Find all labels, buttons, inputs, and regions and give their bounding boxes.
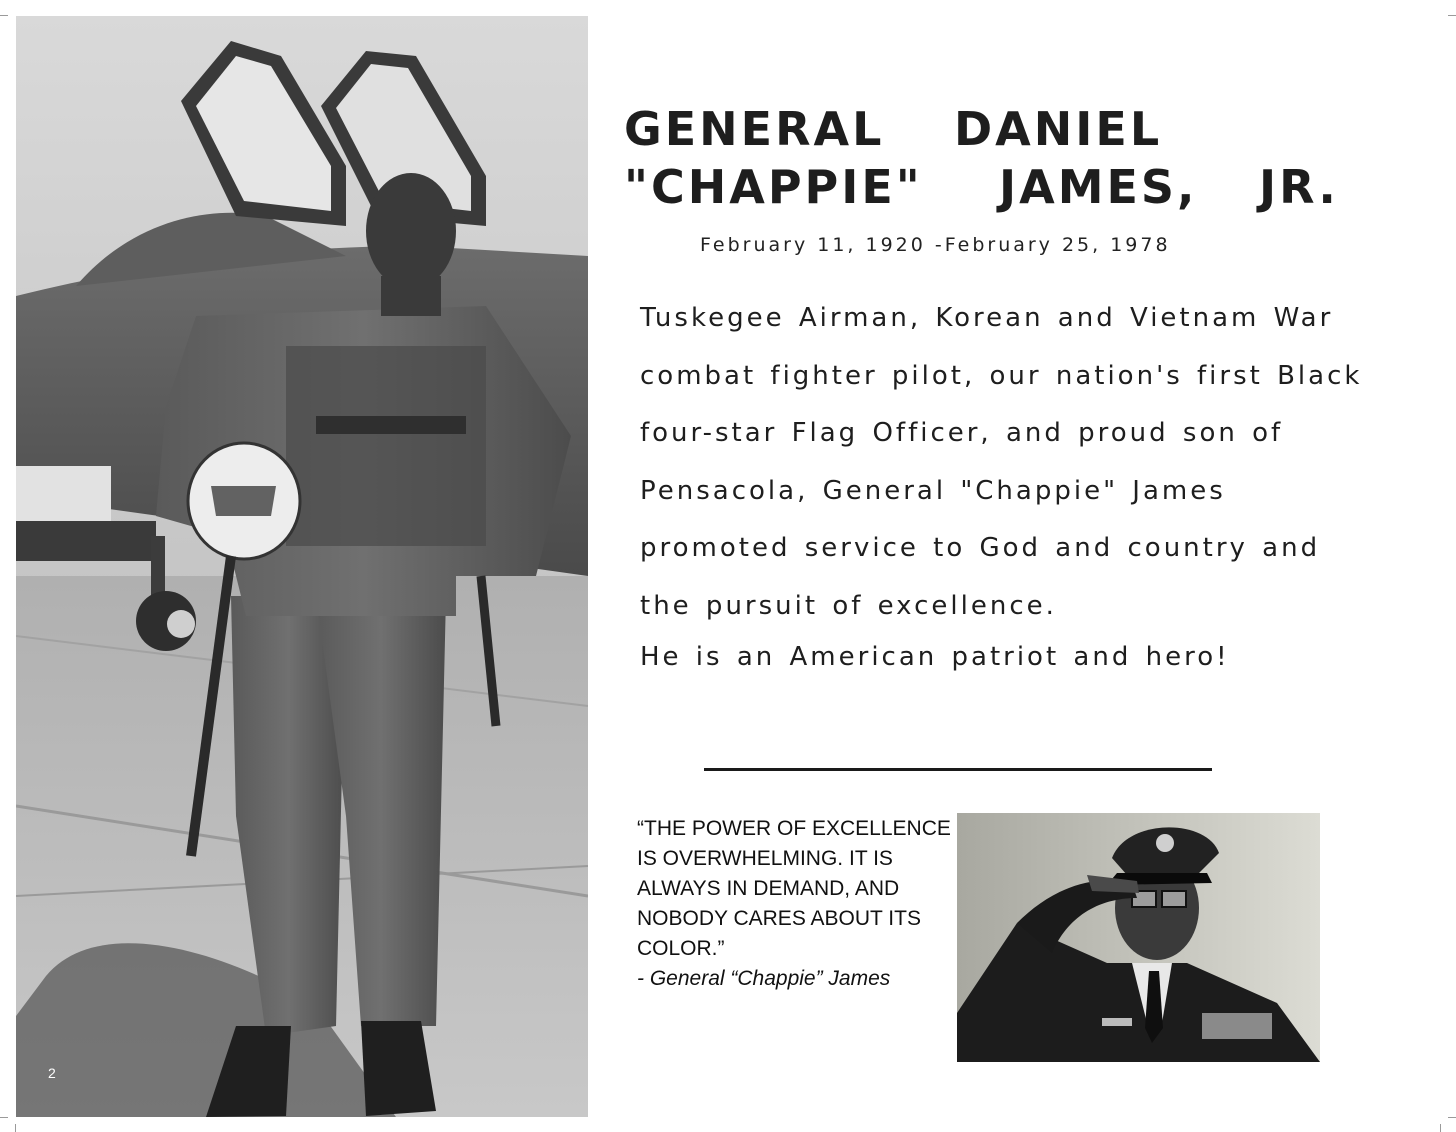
- title-word-chappie: "CHAPPIE": [624, 160, 923, 214]
- quote-line: IS OVERWHELMING. IT IS: [637, 847, 893, 870]
- bio-paragraph: [640, 290, 1400, 635]
- title-word-jr: JR.: [1259, 160, 1339, 214]
- crop-mark-top-right: [1448, 15, 1456, 16]
- bio-line: combat fighter pilot, our nation's first Black: [640, 360, 1363, 391]
- salute-portrait-photo: [957, 813, 1320, 1062]
- crop-mark-top-left: [0, 15, 8, 16]
- title-word-james: JAMES,: [999, 160, 1198, 214]
- quote-line: ALWAYS IN DEMAND, AND: [637, 877, 900, 900]
- bio-closing: He is an American patriot and hero!: [640, 642, 1230, 672]
- bio-line: Tuskegee Airman, Korean and Vietnam War: [640, 303, 1334, 333]
- section-divider: [704, 768, 1212, 771]
- quote-line: COLOR.”: [637, 937, 725, 960]
- pilot-photo-illustration: [16, 16, 588, 1117]
- crop-mark-bottom-right-v: [1440, 1124, 1441, 1132]
- bio-line: Pensacola, General "Chappie" James: [640, 475, 1226, 506]
- page-number: 2: [48, 1065, 56, 1081]
- quote-attribution: - General “Chappie” James: [637, 967, 891, 990]
- quote-block: [637, 814, 957, 994]
- quote-line: “THE POWER OF EXCELLENCE: [637, 817, 951, 840]
- bio-line: four-star Flag Officer, and proud son of: [640, 418, 1284, 448]
- quote-line: NOBODY CARES ABOUT ITS: [637, 907, 921, 930]
- pilot-photo: [16, 16, 588, 1117]
- title-word-general: GENERAL: [624, 102, 885, 156]
- crop-mark-bottom-left-v: [15, 1124, 16, 1132]
- salute-portrait-illustration: [957, 813, 1320, 1062]
- title-word-daniel: DANIEL: [954, 102, 1163, 156]
- life-dates: February 11, 1920 -February 25, 1978: [700, 234, 1171, 256]
- crop-mark-bottom-left: [0, 1117, 8, 1118]
- bio-line: the pursuit of excellence.: [640, 590, 1057, 621]
- page-title: [624, 100, 1354, 216]
- crop-mark-bottom-right: [1448, 1117, 1456, 1118]
- bio-line: promoted service to God and country and: [640, 533, 1321, 563]
